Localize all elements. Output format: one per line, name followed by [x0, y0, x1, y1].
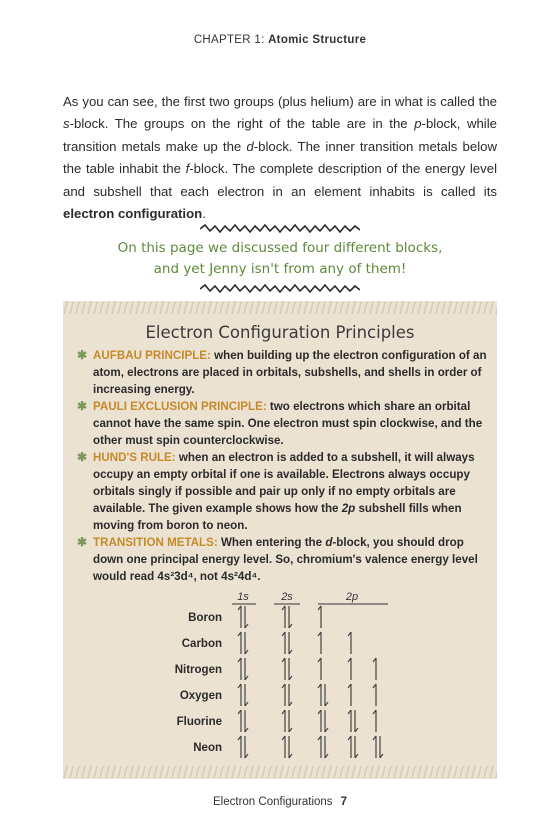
chapter-label: CHAPTER 1: [193, 34, 265, 46]
intro-text: -block. The groups on the right of the table are in the [69, 116, 415, 132]
principle-text: when an electron is added to a subshell, it will always occupy an empty orbital if one is available. Electrons always occupy orbitals singly if possible and pair up only if no empty orbitals are available. The given example shows how the [93, 451, 475, 515]
principle-text: -block, you should drop down one principal energy level. So, chromium's valence energy level would read [93, 536, 478, 583]
config-chromium-wrong: 4s²4d⁴ [221, 570, 258, 583]
bullet-star-icon: ✱ [77, 450, 88, 464]
intro-italic-s: s [63, 116, 70, 132]
principle-text: two electrons which share an orbital cannot have the same spin. One electron must spin clockwise, and the other must spin counterclockwise. [93, 400, 483, 447]
element-label-neon: Neon [193, 742, 222, 754]
intro-italic-f: f [185, 161, 190, 177]
note-line-2: and yet Jenny isn't from any of them! [153, 261, 407, 277]
element-label-carbon: Carbon [181, 638, 222, 650]
column-header-2s: 2s [281, 591, 293, 603]
intro-text: -block. The complete description of the energy level and subshell that each electron in an element inhabits is called its [63, 161, 497, 199]
page-number: 7 [340, 796, 347, 808]
intro-text: -block. The inner transition metals below the table inhabit the [63, 138, 498, 177]
note-line-1: On this page we discussed four different blocks, [117, 240, 443, 256]
principle-text: . [257, 570, 261, 583]
bullet-star-icon: ✱ [77, 348, 88, 362]
principle-italic: d [325, 536, 333, 549]
config-chromium-correct: 4s²3d⁴ [157, 570, 194, 583]
page-footer [0, 796, 560, 808]
principle-text: subshell fills when moving from boron to neon. [93, 502, 462, 532]
principle-label: PAULI EXCLUSION PRINCIPLE: [93, 400, 267, 413]
element-label-boron: Boron [188, 612, 222, 624]
intro-term: electron configuration [63, 206, 203, 222]
principle-italic: 2p [341, 502, 356, 515]
element-label-nitrogen: Nitrogen [174, 664, 222, 676]
intro-italic-p: p [414, 116, 422, 132]
element-label-fluorine: Fluorine [176, 716, 222, 728]
intro-italic-d: d [246, 138, 254, 154]
chapter-title: Atomic Structure [268, 34, 367, 46]
intro-text: . [202, 206, 206, 222]
principle-label: AUFBAU PRINCIPLE: [93, 349, 211, 362]
principle-text: , not [193, 570, 222, 583]
column-header-2p: 2p [345, 591, 359, 603]
element-label-oxygen: Oxygen [179, 690, 222, 702]
principle-label: TRANSITION METALS: [93, 536, 218, 549]
principle-label: HUND'S RULE: [93, 451, 176, 464]
principle-text: When entering the [217, 536, 326, 549]
intro-text: As you can see, the first two groups (plus helium) are in what is called the [63, 94, 497, 109]
column-header-1s: 1s [237, 591, 249, 603]
bullet-star-icon: ✱ [77, 399, 88, 413]
principle-text: when building up the electron configuration of an atom, electrons are placed in orbitals, subshells, and shells in order of increasing energy. [93, 349, 487, 396]
footer-section: Electron Configurations [213, 796, 333, 808]
box-title: Electron Configuration Principles [145, 323, 415, 342]
intro-text: -block, while transition metals make up the [63, 116, 497, 154]
bullet-star-icon: ✱ [77, 535, 88, 549]
